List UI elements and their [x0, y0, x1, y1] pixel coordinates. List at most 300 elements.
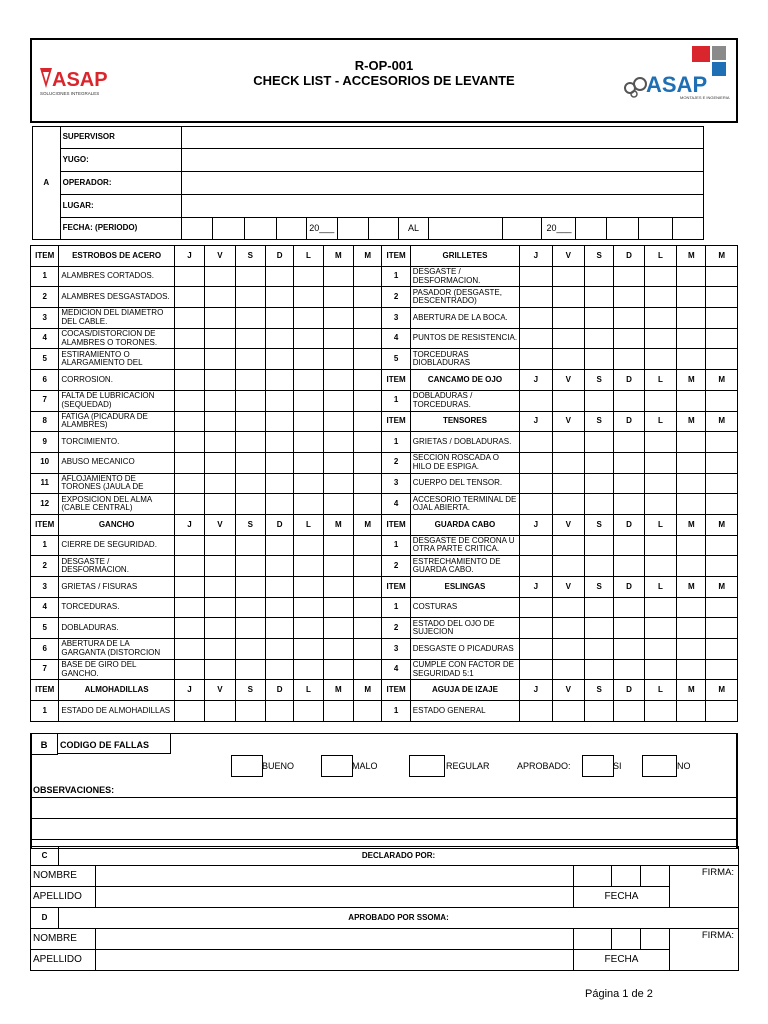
check-cell[interactable]	[235, 556, 265, 577]
check-cell[interactable]	[174, 618, 204, 639]
check-cell[interactable]	[552, 535, 584, 556]
check-cell[interactable]	[614, 328, 644, 349]
check-cell[interactable]	[644, 556, 676, 577]
aprobado-date-cell[interactable]	[641, 929, 670, 950]
check-cell[interactable]	[520, 494, 552, 515]
check-cell[interactable]	[235, 577, 265, 598]
check-cell[interactable]	[265, 452, 293, 473]
check-cell[interactable]	[677, 328, 706, 349]
check-cell[interactable]	[552, 266, 584, 287]
check-cell[interactable]	[520, 659, 552, 680]
check-cell[interactable]	[584, 597, 613, 618]
period-cell[interactable]	[181, 218, 213, 240]
period-cell[interactable]	[245, 218, 277, 240]
check-cell[interactable]	[323, 266, 353, 287]
check-cell[interactable]	[552, 659, 584, 680]
check-cell[interactable]	[294, 308, 323, 329]
check-cell[interactable]	[677, 618, 706, 639]
check-cell[interactable]	[677, 452, 706, 473]
check-cell[interactable]	[354, 349, 382, 370]
check-cell[interactable]	[584, 659, 613, 680]
check-cell[interactable]	[205, 287, 235, 308]
check-cell[interactable]	[614, 349, 644, 370]
check-cell[interactable]	[174, 308, 204, 329]
check-cell[interactable]	[174, 639, 204, 660]
check-cell[interactable]	[552, 452, 584, 473]
check-cell[interactable]	[205, 494, 235, 515]
check-cell[interactable]	[520, 328, 552, 349]
malo-checkbox[interactable]	[321, 755, 353, 777]
check-cell[interactable]	[520, 473, 552, 494]
check-cell[interactable]	[706, 432, 738, 453]
check-cell[interactable]	[323, 618, 353, 639]
check-cell[interactable]	[552, 390, 584, 411]
check-cell[interactable]	[584, 639, 613, 660]
check-cell[interactable]	[294, 411, 323, 432]
check-cell[interactable]	[354, 494, 382, 515]
check-cell[interactable]	[614, 266, 644, 287]
check-cell[interactable]	[552, 328, 584, 349]
check-cell[interactable]	[265, 597, 293, 618]
check-cell[interactable]	[235, 432, 265, 453]
aprobado-date-cell[interactable]	[612, 929, 641, 950]
check-cell[interactable]	[235, 390, 265, 411]
check-cell[interactable]	[552, 287, 584, 308]
check-cell[interactable]	[584, 535, 613, 556]
check-cell[interactable]	[323, 494, 353, 515]
check-cell[interactable]	[174, 597, 204, 618]
check-cell[interactable]	[265, 308, 293, 329]
check-cell[interactable]	[644, 473, 676, 494]
check-cell[interactable]	[584, 328, 613, 349]
field-lugar-input[interactable]	[181, 195, 703, 218]
check-cell[interactable]	[174, 266, 204, 287]
check-cell[interactable]	[584, 308, 613, 329]
check-cell[interactable]	[677, 556, 706, 577]
check-cell[interactable]	[174, 349, 204, 370]
check-cell[interactable]	[644, 494, 676, 515]
check-cell[interactable]	[644, 452, 676, 473]
check-cell[interactable]	[552, 618, 584, 639]
check-cell[interactable]	[644, 328, 676, 349]
check-cell[interactable]	[677, 349, 706, 370]
check-cell[interactable]	[644, 308, 676, 329]
regular-checkbox[interactable]	[409, 755, 445, 777]
check-cell[interactable]	[205, 639, 235, 660]
check-cell[interactable]	[174, 701, 204, 722]
check-cell[interactable]	[614, 452, 644, 473]
check-cell[interactable]	[205, 473, 235, 494]
check-cell[interactable]	[323, 535, 353, 556]
check-cell[interactable]	[706, 597, 738, 618]
check-cell[interactable]	[294, 618, 323, 639]
check-cell[interactable]	[235, 308, 265, 329]
check-cell[interactable]	[520, 432, 552, 453]
check-cell[interactable]	[205, 411, 235, 432]
check-cell[interactable]	[235, 659, 265, 680]
check-cell[interactable]	[644, 639, 676, 660]
check-cell[interactable]	[294, 659, 323, 680]
check-cell[interactable]	[265, 328, 293, 349]
check-cell[interactable]	[677, 287, 706, 308]
check-cell[interactable]	[294, 597, 323, 618]
check-cell[interactable]	[235, 328, 265, 349]
check-cell[interactable]	[205, 432, 235, 453]
check-cell[interactable]	[677, 266, 706, 287]
check-cell[interactable]	[174, 328, 204, 349]
check-cell[interactable]	[294, 556, 323, 577]
check-cell[interactable]	[677, 432, 706, 453]
check-cell[interactable]	[265, 473, 293, 494]
check-cell[interactable]	[205, 390, 235, 411]
check-cell[interactable]	[614, 597, 644, 618]
check-cell[interactable]	[552, 432, 584, 453]
check-cell[interactable]	[265, 370, 293, 391]
check-cell[interactable]	[323, 639, 353, 660]
check-cell[interactable]	[644, 597, 676, 618]
check-cell[interactable]	[520, 452, 552, 473]
check-cell[interactable]	[294, 287, 323, 308]
check-cell[interactable]	[174, 452, 204, 473]
check-cell[interactable]	[354, 577, 382, 598]
check-cell[interactable]	[265, 577, 293, 598]
field-supervisor-input[interactable]	[181, 127, 703, 149]
check-cell[interactable]	[294, 432, 323, 453]
check-cell[interactable]	[584, 432, 613, 453]
check-cell[interactable]	[174, 535, 204, 556]
check-cell[interactable]	[706, 452, 738, 473]
check-cell[interactable]	[294, 473, 323, 494]
check-cell[interactable]	[323, 370, 353, 391]
period-cell[interactable]	[428, 218, 502, 240]
field-yugo-input[interactable]	[181, 149, 703, 172]
check-cell[interactable]	[644, 535, 676, 556]
declarado-nombre-input[interactable]	[96, 866, 574, 887]
check-cell[interactable]	[235, 266, 265, 287]
day-header: V	[552, 246, 584, 267]
check-cell[interactable]	[235, 618, 265, 639]
day-header: J	[520, 246, 552, 267]
check-cell[interactable]	[354, 266, 382, 287]
check-cell[interactable]	[265, 287, 293, 308]
check-cell[interactable]	[520, 556, 552, 577]
check-cell[interactable]	[354, 411, 382, 432]
check-cell[interactable]	[294, 390, 323, 411]
check-cell[interactable]	[354, 390, 382, 411]
check-cell[interactable]	[644, 701, 676, 722]
check-cell[interactable]	[614, 287, 644, 308]
check-cell[interactable]	[323, 597, 353, 618]
no-checkbox[interactable]	[642, 755, 677, 777]
check-cell[interactable]	[294, 494, 323, 515]
check-cell[interactable]	[644, 432, 676, 453]
day-header: D	[614, 246, 644, 267]
check-cell[interactable]	[294, 701, 323, 722]
check-cell[interactable]	[323, 411, 353, 432]
check-cell[interactable]	[174, 473, 204, 494]
check-cell[interactable]	[520, 390, 552, 411]
check-cell[interactable]	[354, 432, 382, 453]
check-cell[interactable]	[174, 659, 204, 680]
si-checkbox[interactable]	[582, 755, 614, 777]
check-cell[interactable]	[205, 349, 235, 370]
check-cell[interactable]	[205, 535, 235, 556]
check-cell[interactable]	[677, 494, 706, 515]
check-cell[interactable]	[205, 308, 235, 329]
period-cell[interactable]	[673, 218, 704, 240]
check-cell[interactable]	[323, 659, 353, 680]
check-cell[interactable]	[614, 639, 644, 660]
day-header: D	[614, 514, 644, 535]
check-cell[interactable]	[520, 618, 552, 639]
check-cell[interactable]	[323, 308, 353, 329]
check-cell[interactable]	[520, 535, 552, 556]
check-cell[interactable]	[644, 390, 676, 411]
check-cell[interactable]	[174, 577, 204, 598]
check-cell[interactable]	[235, 349, 265, 370]
check-cell[interactable]	[706, 639, 738, 660]
declarado-apellido-input[interactable]	[96, 887, 574, 908]
check-cell[interactable]	[520, 597, 552, 618]
check-cell[interactable]	[235, 370, 265, 391]
check-cell[interactable]	[235, 452, 265, 473]
item-number: 4	[31, 328, 59, 349]
check-cell[interactable]	[294, 535, 323, 556]
check-cell[interactable]	[520, 287, 552, 308]
check-cell[interactable]	[323, 577, 353, 598]
check-cell[interactable]	[205, 701, 235, 722]
check-cell[interactable]	[174, 432, 204, 453]
aprobado-firma[interactable]	[670, 929, 739, 971]
check-cell[interactable]	[706, 556, 738, 577]
declarado-date-cell[interactable]	[641, 866, 670, 887]
check-cell[interactable]	[677, 535, 706, 556]
check-cell[interactable]	[644, 287, 676, 308]
check-cell[interactable]	[552, 308, 584, 329]
check-cell[interactable]	[235, 701, 265, 722]
check-cell[interactable]	[205, 618, 235, 639]
check-cell[interactable]	[614, 535, 644, 556]
check-cell[interactable]	[520, 266, 552, 287]
check-cell[interactable]	[205, 452, 235, 473]
check-cell[interactable]	[205, 328, 235, 349]
check-cell[interactable]	[644, 659, 676, 680]
check-cell[interactable]	[354, 556, 382, 577]
check-cell[interactable]	[584, 390, 613, 411]
check-cell[interactable]	[584, 452, 613, 473]
check-cell[interactable]	[354, 639, 382, 660]
check-cell[interactable]	[265, 390, 293, 411]
check-cell[interactable]	[354, 370, 382, 391]
check-cell[interactable]	[354, 473, 382, 494]
check-cell[interactable]	[552, 639, 584, 660]
check-cell[interactable]	[584, 349, 613, 370]
bueno-checkbox[interactable]	[231, 755, 263, 777]
check-cell[interactable]	[584, 701, 613, 722]
check-cell[interactable]	[265, 494, 293, 515]
table-row	[31, 390, 738, 411]
check-cell[interactable]	[265, 535, 293, 556]
check-cell[interactable]	[677, 308, 706, 329]
check-cell[interactable]	[354, 659, 382, 680]
check-cell[interactable]	[354, 308, 382, 329]
check-cell[interactable]	[235, 287, 265, 308]
check-cell[interactable]	[235, 597, 265, 618]
period-cell[interactable]	[369, 218, 399, 240]
check-cell[interactable]	[677, 701, 706, 722]
day-header: J	[520, 514, 552, 535]
check-cell[interactable]	[614, 390, 644, 411]
check-cell[interactable]	[706, 266, 738, 287]
check-cell[interactable]	[235, 535, 265, 556]
check-cell[interactable]	[323, 432, 353, 453]
check-cell[interactable]	[706, 349, 738, 370]
check-cell[interactable]	[706, 494, 738, 515]
check-cell[interactable]	[677, 473, 706, 494]
check-cell[interactable]	[323, 452, 353, 473]
check-cell[interactable]	[294, 452, 323, 473]
check-cell[interactable]	[174, 411, 204, 432]
check-cell[interactable]	[235, 494, 265, 515]
check-cell[interactable]	[265, 556, 293, 577]
check-cell[interactable]	[235, 473, 265, 494]
aprobado-date-cell[interactable]	[574, 929, 612, 950]
aprobado-apellido-input[interactable]	[96, 950, 574, 971]
check-cell[interactable]	[294, 349, 323, 370]
check-cell[interactable]	[354, 452, 382, 473]
check-cell[interactable]	[354, 597, 382, 618]
field-operador-input[interactable]	[181, 172, 703, 195]
check-cell[interactable]	[614, 473, 644, 494]
check-cell[interactable]	[677, 639, 706, 660]
check-cell[interactable]	[614, 494, 644, 515]
check-cell[interactable]	[354, 701, 382, 722]
check-cell[interactable]	[174, 390, 204, 411]
aprobado-nombre-input[interactable]	[96, 929, 574, 950]
check-cell[interactable]	[584, 556, 613, 577]
check-cell[interactable]	[294, 328, 323, 349]
declarado-date-cell[interactable]	[574, 866, 612, 887]
check-cell[interactable]	[205, 556, 235, 577]
check-cell[interactable]	[205, 266, 235, 287]
check-cell[interactable]	[235, 639, 265, 660]
check-cell[interactable]	[706, 535, 738, 556]
check-cell[interactable]	[706, 618, 738, 639]
check-cell[interactable]	[584, 266, 613, 287]
check-cell[interactable]	[677, 659, 706, 680]
check-cell[interactable]	[205, 597, 235, 618]
check-cell[interactable]	[205, 659, 235, 680]
check-cell[interactable]	[520, 701, 552, 722]
check-cell[interactable]	[584, 494, 613, 515]
period-cell[interactable]	[277, 218, 307, 240]
check-cell[interactable]	[706, 328, 738, 349]
check-cell[interactable]	[294, 266, 323, 287]
check-cell[interactable]	[265, 432, 293, 453]
period-cell[interactable]	[503, 218, 542, 240]
check-cell[interactable]	[174, 556, 204, 577]
period-cell[interactable]	[607, 218, 639, 240]
check-cell[interactable]	[706, 390, 738, 411]
check-cell[interactable]	[706, 473, 738, 494]
check-cell[interactable]	[706, 287, 738, 308]
check-cell[interactable]	[354, 618, 382, 639]
check-cell[interactable]	[552, 349, 584, 370]
check-cell[interactable]	[235, 411, 265, 432]
check-cell[interactable]	[552, 494, 584, 515]
check-cell[interactable]	[354, 287, 382, 308]
check-cell[interactable]	[584, 287, 613, 308]
check-cell[interactable]	[323, 390, 353, 411]
check-cell[interactable]	[552, 597, 584, 618]
check-cell[interactable]	[706, 659, 738, 680]
check-cell[interactable]	[354, 535, 382, 556]
check-cell[interactable]	[644, 266, 676, 287]
check-cell[interactable]	[265, 639, 293, 660]
check-cell[interactable]	[552, 473, 584, 494]
check-cell[interactable]	[552, 701, 584, 722]
day-header: L	[644, 246, 676, 267]
check-cell[interactable]	[706, 308, 738, 329]
check-cell[interactable]	[323, 556, 353, 577]
check-cell[interactable]	[294, 639, 323, 660]
check-cell[interactable]	[614, 659, 644, 680]
check-cell[interactable]	[265, 659, 293, 680]
check-cell[interactable]	[323, 349, 353, 370]
check-cell[interactable]	[323, 287, 353, 308]
declarado-date-cell[interactable]	[612, 866, 641, 887]
check-cell[interactable]	[265, 411, 293, 432]
period-cell[interactable]	[576, 218, 607, 240]
check-cell[interactable]	[584, 473, 613, 494]
check-cell[interactable]	[614, 308, 644, 329]
check-cell[interactable]	[323, 328, 353, 349]
check-cell[interactable]	[520, 308, 552, 329]
check-cell[interactable]	[205, 370, 235, 391]
check-cell[interactable]	[552, 556, 584, 577]
check-cell[interactable]	[584, 618, 613, 639]
period-cell[interactable]	[337, 218, 369, 240]
check-cell[interactable]	[614, 432, 644, 453]
check-cell[interactable]	[677, 390, 706, 411]
check-cell[interactable]	[520, 349, 552, 370]
check-cell[interactable]	[205, 577, 235, 598]
check-cell[interactable]	[174, 287, 204, 308]
check-cell[interactable]	[294, 577, 323, 598]
check-cell[interactable]	[706, 701, 738, 722]
period-cell[interactable]	[213, 218, 245, 240]
check-cell[interactable]	[174, 370, 204, 391]
check-cell[interactable]	[265, 349, 293, 370]
period-cell[interactable]	[639, 218, 673, 240]
check-cell[interactable]	[677, 597, 706, 618]
check-cell[interactable]	[265, 618, 293, 639]
check-cell[interactable]	[174, 494, 204, 515]
check-cell[interactable]	[644, 349, 676, 370]
check-cell[interactable]	[644, 618, 676, 639]
check-cell[interactable]	[323, 473, 353, 494]
check-cell[interactable]	[294, 370, 323, 391]
check-cell[interactable]	[520, 639, 552, 660]
check-cell[interactable]	[323, 701, 353, 722]
check-cell[interactable]	[354, 328, 382, 349]
check-cell[interactable]	[265, 266, 293, 287]
check-cell[interactable]	[265, 701, 293, 722]
check-cell[interactable]	[614, 618, 644, 639]
check-cell[interactable]	[614, 701, 644, 722]
check-cell[interactable]	[614, 556, 644, 577]
declarado-firma[interactable]	[670, 866, 739, 908]
